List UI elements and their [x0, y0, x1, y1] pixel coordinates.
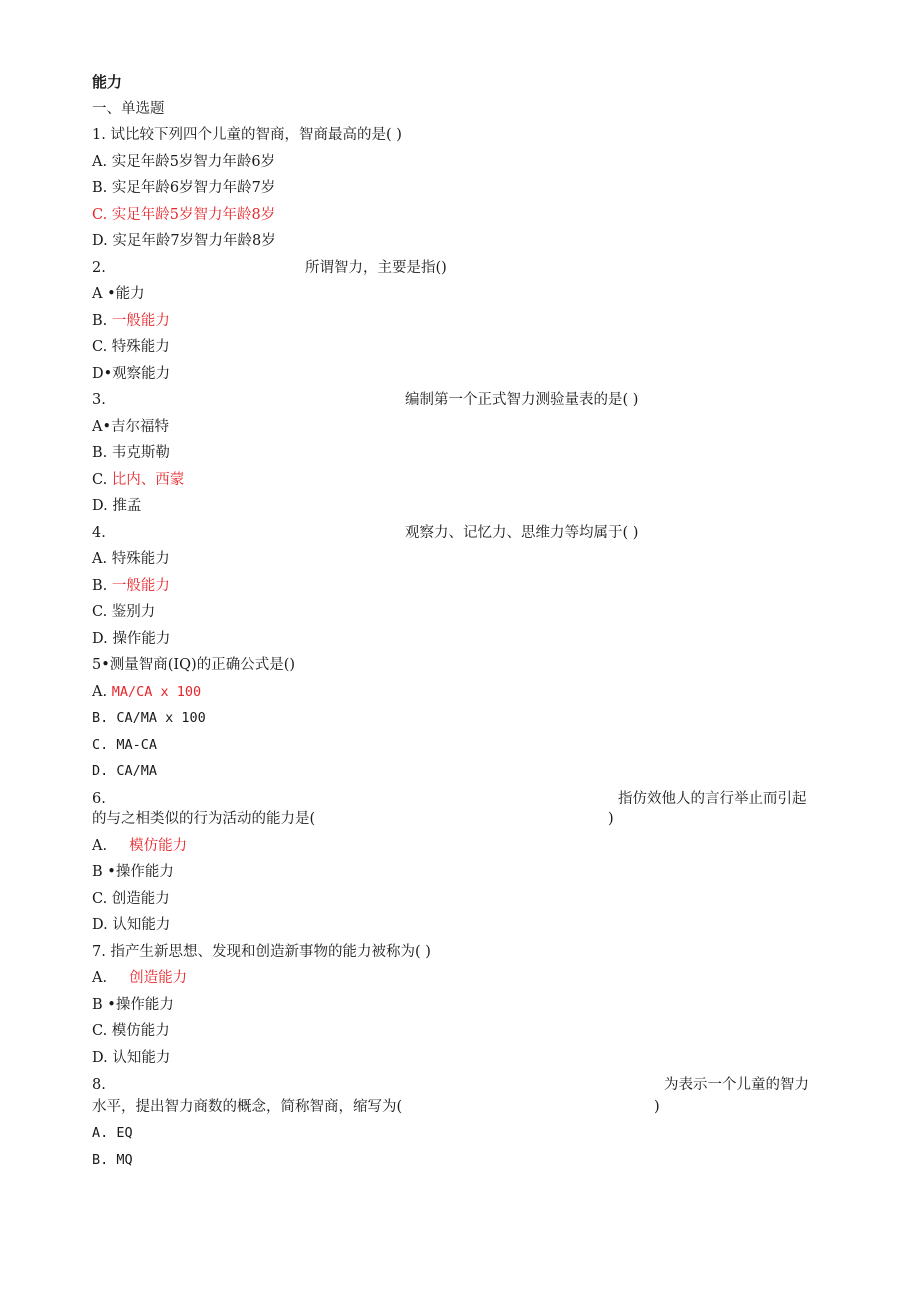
answer-text: 模仿能力 — [129, 838, 188, 854]
question-1-option-c-answer: C. 实足年龄5岁智力年龄8岁 — [92, 207, 276, 223]
section-heading: 一、单选题 — [92, 101, 165, 117]
answer-text: 一般能力 — [111, 313, 170, 329]
question-4-option-d: D. 操作能力 — [92, 631, 171, 647]
question-2-number: 2. — [92, 260, 106, 276]
question-5-option-c — [92, 735, 157, 755]
question-6-option-d: D. 认知能力 — [92, 917, 171, 933]
option-letter: B. — [92, 578, 112, 594]
question-1-option-d: D. 实足年龄7岁智力年龄8岁 — [92, 233, 276, 249]
page-title: 能力 — [92, 73, 123, 91]
question-1-option-a: A. 实足年龄5岁智力年龄6岁 — [92, 154, 276, 170]
question-6-stem-line2: 的与之相类似的行为活动的能力是( — [92, 811, 316, 827]
question-5-option-d — [92, 761, 157, 781]
question-5-option-b — [92, 708, 206, 728]
question-7-option-d: D. 认知能力 — [92, 1050, 171, 1066]
question-8-option-a — [92, 1123, 133, 1143]
question-8-stem-line1: 为表示一个儿童的智力 — [664, 1077, 809, 1093]
question-6-stem-close: ) — [608, 811, 614, 827]
question-3-option-b: B. 韦克斯勒 — [92, 445, 170, 461]
answer-text: 一般能力 — [111, 578, 170, 594]
question-7-option-a — [92, 968, 187, 988]
question-3-option-d: D. 推孟 — [92, 498, 142, 514]
question-6-option-c: C. 创造能力 — [92, 891, 170, 907]
question-8-number: 8. — [92, 1077, 106, 1093]
question-1-option-b: B. 实足年龄6岁智力年龄7岁 — [92, 180, 276, 196]
option-letter: A. — [92, 970, 108, 986]
question-4-option-c: C. 鉴别力 — [92, 604, 156, 620]
question-4-option-a: A. 特殊能力 — [92, 551, 170, 567]
question-4-number: 4. — [92, 525, 106, 541]
question-8-stem-close: ) — [654, 1099, 660, 1115]
question-5-stem: 5•测量智商(IQ)的正确公式是() — [92, 657, 296, 673]
question-2-option-a: A •能力 — [92, 286, 145, 302]
option-text: C. MA-CA — [92, 737, 158, 753]
question-2-option-b — [92, 311, 170, 331]
option-text: A. EQ — [92, 1125, 133, 1141]
question-6-option-a — [92, 836, 187, 856]
question-6-stem-line1: 指仿效他人的言行举止而引起 — [618, 791, 807, 807]
question-3-stem: 编制第一个正式智力测验量表的是( ) — [405, 392, 639, 408]
question-3-option-c — [92, 470, 184, 490]
question-5-option-a — [92, 682, 201, 702]
question-7-option-c: C. 模仿能力 — [92, 1023, 170, 1039]
question-7-option-b: B •操作能力 — [92, 997, 174, 1013]
question-1-stem: 1. 试比较下列四个儿童的智商，智商最高的是( ) — [92, 127, 402, 143]
option-text: B. MQ — [92, 1152, 133, 1168]
question-3-option-a: A•吉尔福特 — [92, 419, 170, 435]
question-7-stem: 7. 指产生新思想、发现和创造新事物的能力被称为( ) — [92, 944, 431, 960]
question-8-option-b — [92, 1150, 133, 1170]
question-2-stem: 所谓智力，主要是指() — [305, 260, 447, 276]
question-6-number: 6. — [92, 791, 106, 807]
question-4-stem: 观察力、记忆力、思维力等均属于( ) — [405, 525, 639, 541]
question-8-stem-line2: 水平，提出智力商数的概念，简称智商，缩写为( — [92, 1099, 403, 1115]
option-text: D. CA/MA — [92, 763, 158, 779]
question-2-option-d: D•观察能力 — [92, 366, 171, 382]
question-3-number: 3. — [92, 392, 106, 408]
option-letter: A. — [92, 838, 108, 854]
question-2-option-c: C. 特殊能力 — [92, 339, 170, 355]
question-6-option-b: B •操作能力 — [92, 864, 174, 880]
answer-text: 比内、西蒙 — [111, 472, 185, 488]
answer-text: MA/CA x 100 — [111, 684, 202, 700]
option-text: B. CA/MA x 100 — [92, 710, 206, 726]
option-letter: C. — [92, 472, 112, 488]
answer-text: 创造能力 — [129, 970, 188, 986]
option-letter: A. — [92, 684, 112, 700]
question-4-option-b — [92, 576, 170, 596]
option-letter: B. — [92, 313, 112, 329]
